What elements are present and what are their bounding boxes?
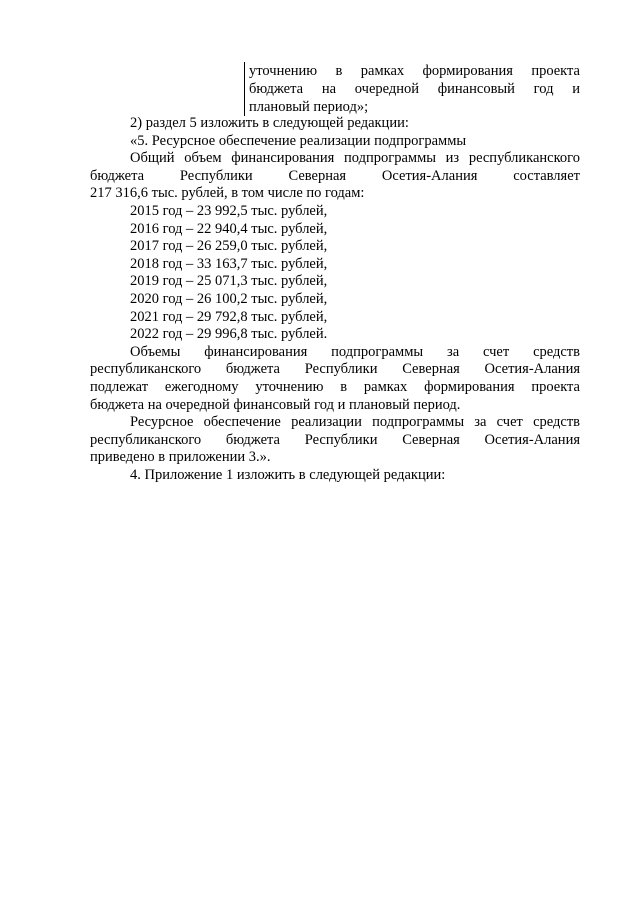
- paragraph-line: Общий объем финансирования подпрограммы из республиканского: [130, 150, 580, 167]
- year-item: 2016 год – 22 940,4 тыс. рублей,: [130, 220, 328, 237]
- years-list: [90, 203, 580, 344]
- paragraph-line: Ресурсное обеспечение реализации подпрограммы за счет средств: [130, 414, 580, 431]
- paragraph-line: республиканского бюджета Республики Северная Осетия-Алания: [90, 361, 580, 378]
- year-item: 2022 год – 29 996,8 тыс. рублей.: [130, 326, 328, 343]
- year-item: 2021 год – 29 792,8 тыс. рублей,: [130, 308, 328, 325]
- year-item: 2018 год – 33 163,7 тыс. рублей,: [130, 255, 328, 272]
- table-cell-line: плановый период»;: [249, 99, 369, 115]
- section-heading: «5. Ресурсное обеспечение реализации подпрограммы: [130, 132, 467, 149]
- year-item: 2020 год – 26 100,2 тыс. рублей,: [130, 290, 328, 307]
- paragraph-line: бюджета на очередной финансовый год и плановый период.: [90, 396, 461, 413]
- total-financing-paragraph: [90, 150, 580, 203]
- paragraph-line: подлежат ежегодному уточнению в рамках формирования проекта: [90, 378, 580, 395]
- paragraph-line: республиканского бюджета Республики Северная Осетия-Алания: [90, 431, 580, 448]
- resource-paragraph: [90, 414, 580, 467]
- table-cell-fragment: [244, 62, 580, 116]
- table-cell-line: уточнению в рамках формирования проекта: [249, 63, 580, 79]
- year-item: 2017 год – 26 259,0 тыс. рублей,: [130, 238, 328, 255]
- paragraph-line: 217 316,6 тыс. рублей, в том числе по годам:: [90, 185, 365, 202]
- year-item: 2015 год – 23 992,5 тыс. рублей,: [130, 202, 328, 219]
- table-cell-line: бюджета на очередной финансовый год и: [249, 81, 580, 97]
- item-2-paragraph: 2) раздел 5 изложить в следующей редакции:: [130, 115, 409, 131]
- item-4-paragraph: 4. Приложение 1 изложить в следующей редакции:: [130, 466, 446, 483]
- year-item: 2019 год – 25 071,3 тыс. рублей,: [130, 273, 328, 290]
- paragraph-line: Объемы финансирования подпрограммы за счет средств: [130, 343, 580, 360]
- document-body: [90, 115, 580, 484]
- paragraph-line: бюджета Республики Северная Осетия-Алания составляет: [90, 167, 580, 184]
- volumes-paragraph: [90, 344, 580, 414]
- paragraph-line: приведено в приложении 3.».: [90, 449, 271, 466]
